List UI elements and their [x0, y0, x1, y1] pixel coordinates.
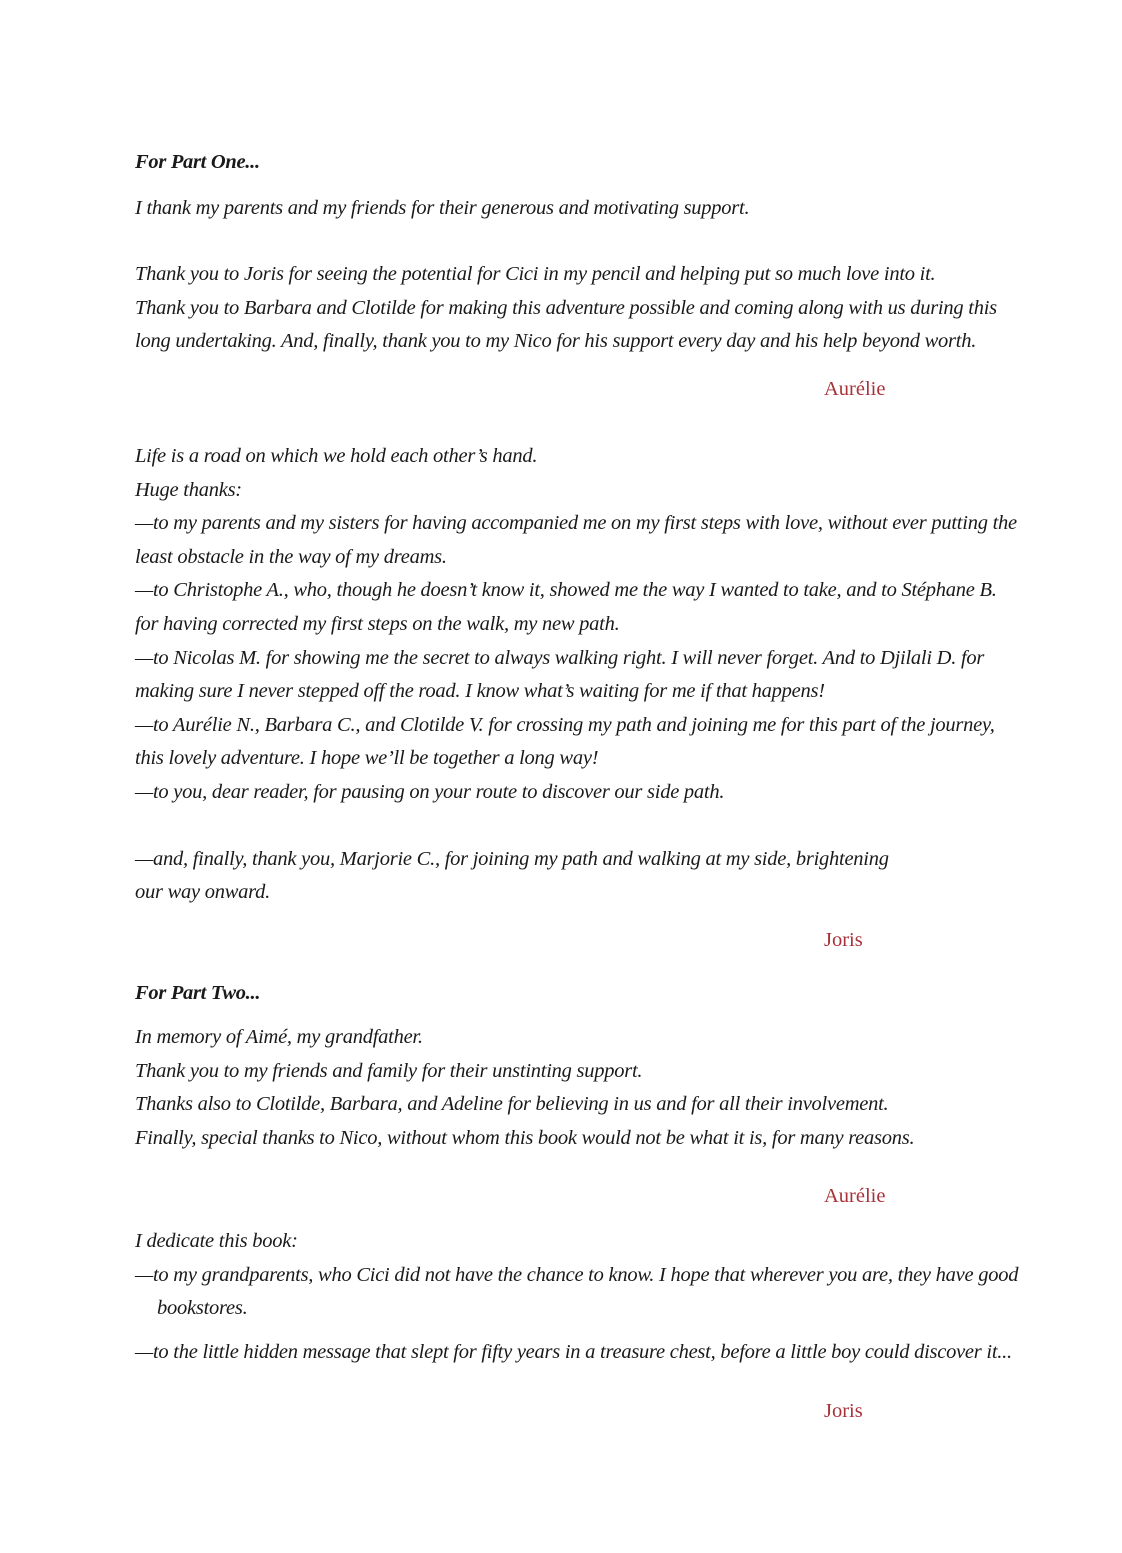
- part-one-joris-line-8: making sure I never stepped off the road. I know what’s waiting for me if that happens!: [135, 680, 825, 702]
- part-one-joris-line-3: —to my parents and my sisters for having accompanied me on my first steps with love, without ever putting the: [135, 512, 1017, 534]
- part-one-joris-line-2: Huge thanks:: [135, 479, 242, 501]
- part-two-aurelie-signature: Aurélie: [824, 1185, 886, 1207]
- part-two-joris-line-4: —to the little hidden message that slept for fifty years in a treasure chest, before a little boy could discover it...: [135, 1341, 1012, 1363]
- part-one-joris-line-5: —to Christophe A., who, though he doesn’t know it, showed me the way I wanted to take, and to Stéphane B.: [135, 579, 997, 601]
- part-one-joris-line-10: this lovely adventure. I hope we’ll be together a long way!: [135, 747, 599, 769]
- part-two-joris-line-3: bookstores.: [157, 1297, 248, 1319]
- part-one-aurelie-line-2: Thank you to Joris for seeing the potential for Cici in my pencil and helping put so much love into it.: [135, 263, 936, 285]
- part-two-aurelie-line-3: Thanks also to Clotilde, Barbara, and Adeline for believing in us and for all their involvement.: [135, 1093, 889, 1115]
- part-two-heading: For Part Two...: [135, 982, 261, 1004]
- part-one-heading: For Part One...: [135, 151, 260, 173]
- part-two-aurelie-line-4: Finally, special thanks to Nico, without whom this book would not be what it is, for many reasons.: [135, 1127, 915, 1149]
- part-two-joris-line-1: I dedicate this book:: [135, 1230, 298, 1252]
- part-one-joris-line-6: for having corrected my first steps on the walk, my new path.: [135, 613, 620, 635]
- part-two-joris-line-2: —to my grandparents, who Cici did not have the chance to know. I hope that wherever you are, they have good: [135, 1264, 1019, 1286]
- part-one-aurelie-line-4: long undertaking. And, finally, thank you to my Nico for his support every day and his help beyond worth.: [135, 330, 977, 352]
- part-one-joris-line-4: least obstacle in the way of my dreams.: [135, 546, 447, 568]
- part-one-joris-signature: Joris: [824, 929, 863, 951]
- part-one-aurelie-line-1: I thank my parents and my friends for their generous and motivating support.: [135, 197, 750, 219]
- part-one-joris-line-7: —to Nicolas M. for showing me the secret to always walking right. I will never forget. And to Djilali D. for: [135, 647, 985, 669]
- part-one-joris-line-13: our way onward.: [135, 881, 271, 903]
- part-one-joris-line-12: —and, finally, thank you, Marjorie C., for joining my path and walking at my side, brightening: [135, 848, 889, 870]
- part-one-joris-line-1: Life is a road on which we hold each other’s hand.: [135, 445, 538, 467]
- part-one-aurelie-signature: Aurélie: [824, 378, 886, 400]
- part-one-aurelie-line-3: Thank you to Barbara and Clotilde for making this adventure possible and coming along with us during this: [135, 297, 997, 319]
- part-one-joris-line-11: —to you, dear reader, for pausing on your route to discover our side path.: [135, 781, 725, 803]
- part-two-aurelie-line-2: Thank you to my friends and family for their unstinting support.: [135, 1060, 643, 1082]
- part-two-aurelie-line-1: In memory of Aimé, my grandfather.: [135, 1026, 423, 1048]
- part-one-joris-line-9: —to Aurélie N., Barbara C., and Clotilde V. for crossing my path and joining me for this part of the journey,: [135, 714, 995, 736]
- part-two-joris-signature: Joris: [824, 1400, 863, 1422]
